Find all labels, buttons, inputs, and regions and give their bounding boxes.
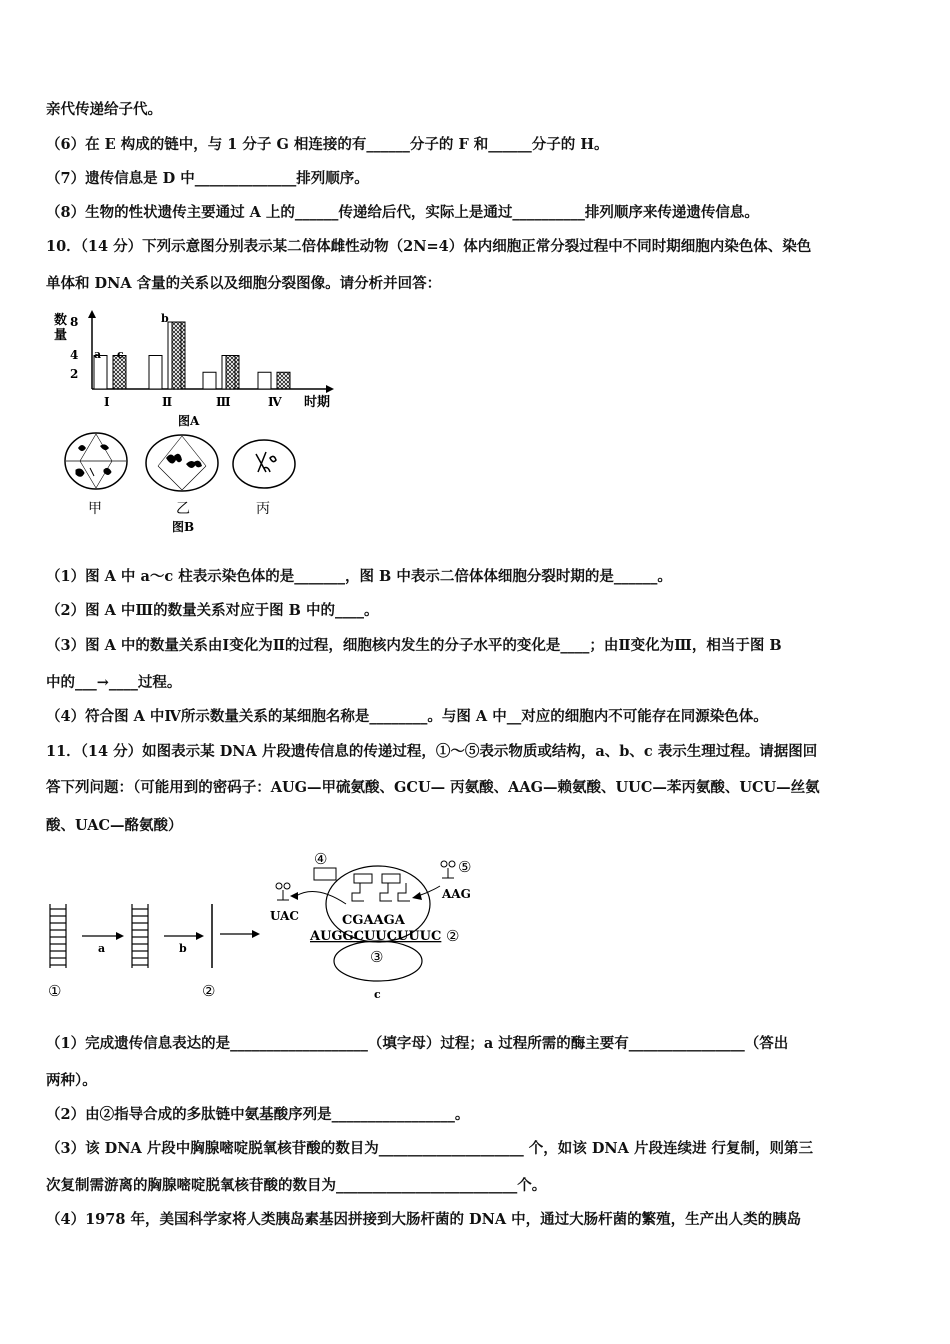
question-10-stem: 10．（14 分）下列示意图分别表示某二倍体雌性动物（2N=4）体内细胞正常分裂过程中不同时期细胞内染色体、染色: [46, 238, 812, 255]
period-3: Ⅲ: [216, 395, 231, 409]
figure-a-caption: 图A: [178, 414, 200, 428]
y-label-bottom: 量: [54, 328, 68, 343]
polypeptide-box: [314, 868, 336, 880]
label-b: b: [179, 942, 187, 955]
trna-on-ribosome: [352, 874, 410, 901]
cell-label-yi: 乙: [176, 501, 190, 517]
bar-a-period-2: [149, 356, 162, 390]
bar-c-period-2: [172, 322, 185, 389]
label-a: a: [98, 942, 106, 955]
question-10-2: （2）图 A 中Ⅲ的数量关系对应于图 B 中的____。: [46, 602, 379, 619]
period-4: Ⅳ: [268, 395, 282, 409]
figure-b-caption: 图B: [172, 520, 195, 534]
y-tick-8: 8: [70, 315, 79, 329]
bar-label-c: c: [117, 348, 124, 361]
question-10-4: （4）符合图 A 中Ⅳ所示数量关系的某细胞名称是________。与图 A 中__对应的细胞内不可能存在同源染色体。: [46, 708, 768, 725]
question-11-4: （4）1978 年，美国科学家将人类胰岛素基因拼接到大肠杆菌的 DNA 中，通过大肠杆菌的繁殖，生产出人类的胰岛: [46, 1211, 802, 1228]
label-circle-2-left: ②: [202, 982, 216, 1000]
mrna-sequence: AUGGCUUCUUUC: [310, 929, 442, 944]
figure-b-cells: [60, 428, 310, 536]
bar-c-period-3: [226, 356, 239, 390]
y-axis-arrow: [88, 310, 96, 318]
x-axis-label: 时期: [304, 395, 331, 410]
anticodon-left: UAC: [270, 909, 299, 923]
question-10-3-cont: 中的___→____过程。: [46, 674, 182, 691]
cell-label-jia: 甲: [88, 501, 102, 517]
x-axis-arrow: [326, 385, 334, 393]
question-10-3: （3）图 A 中的数量关系由Ⅰ变化为Ⅱ的过程，细胞核内发生的分子水平的变化是____；由Ⅱ变化为Ⅲ，相当于图 B: [46, 637, 782, 654]
label-circle-5: ⑤: [458, 858, 472, 876]
trna-entering: [441, 861, 455, 878]
question-11-3: （3）该 DNA 片段中胸腺嘧啶脱氧核苷酸的数目为____________________ 个，如该 DNA 片段连续进 行复制，则第三: [46, 1140, 814, 1157]
bar-c-period-4: [277, 372, 290, 389]
question-10-stem-cont: 单体和 DNA 含量的关系以及细胞分裂图像。请分析并回答：: [46, 275, 442, 292]
label-c: c: [374, 988, 381, 1001]
question-9-7: （7）遗传信息是 D 中______________排列顺序。: [46, 170, 369, 187]
period-1: Ⅰ: [104, 395, 110, 409]
figure-a-bar-chart: [46, 308, 366, 433]
question-11-stem-cont: 答下列问题：（可能用到的密码子：AUG—甲硫氨酸、GCU— 丙氨酸、AAG—赖氨酸、UUC—苯丙氨酸、UCU—丝氨: [46, 779, 820, 796]
bar-a-period-3: [203, 372, 216, 389]
dna-ladder-2: [132, 904, 148, 968]
cell-yi: [146, 435, 218, 491]
question-10-1: （1）图 A 中 a～c 柱表示染色体的是_______，图 B 中表示二倍体体细胞分裂时期的是______。: [46, 568, 672, 585]
question-11-2: （2）由②指导合成的多肽链中氨基酸序列是_________________。: [46, 1106, 470, 1123]
label-circle-4: ④: [314, 850, 328, 868]
question-9-6: （6）在 E 构成的链中，与 1 分子 G 相连接的有______分子的 F 和______分子的 H。: [46, 136, 609, 153]
dna-ladder-1: [50, 904, 66, 968]
question-9-8: （8）生物的性状遗传主要通过 A 上的______传递给后代，实际上是通过__________排列顺序来传递遗传信息。: [46, 204, 759, 221]
label-circle-1: ①: [48, 982, 62, 1000]
anticodon-right: AAG: [442, 887, 471, 901]
bar-label-a: a: [94, 348, 102, 361]
cell-label-bing: 丙: [256, 501, 270, 517]
y-tick-2: 2: [70, 367, 79, 381]
question-11-stem-cont2: 酸、UAC—酪氨酸）: [46, 817, 183, 834]
cell-jia: [65, 433, 127, 489]
text-line-1: 亲代传递给子代。: [46, 101, 162, 118]
cell-bing: [233, 440, 295, 488]
question-11-3-cont: 次复制需游离的胸腺嘧啶脱氧核苷酸的数目为_________________________个。: [46, 1177, 547, 1194]
question-11-stem: 11．（14 分）如图表示某 DNA 片段遗传信息的传递过程，①～⑤表示物质或结构，a、b、c 表示生理过程。请据图回: [46, 743, 818, 760]
label-circle-2-right: ②: [446, 927, 460, 945]
bar-a-period-4: [258, 372, 271, 389]
figure-11-transfer: [40, 846, 480, 1006]
trna-bases: CGAAGA: [342, 913, 405, 928]
period-2: Ⅱ: [162, 395, 173, 409]
label-circle-3: ③: [370, 948, 384, 966]
y-label-top: 数: [54, 313, 68, 328]
question-11-1: （1）完成遗传信息表达的是___________________（填字母）过程；a 过程所需的酶主要有________________（答出: [46, 1035, 789, 1052]
trna-leaving: [276, 883, 290, 900]
bar-label-b: b: [161, 312, 169, 325]
y-tick-4: 4: [70, 348, 79, 362]
question-11-1-cont: 两种）。: [46, 1072, 97, 1089]
